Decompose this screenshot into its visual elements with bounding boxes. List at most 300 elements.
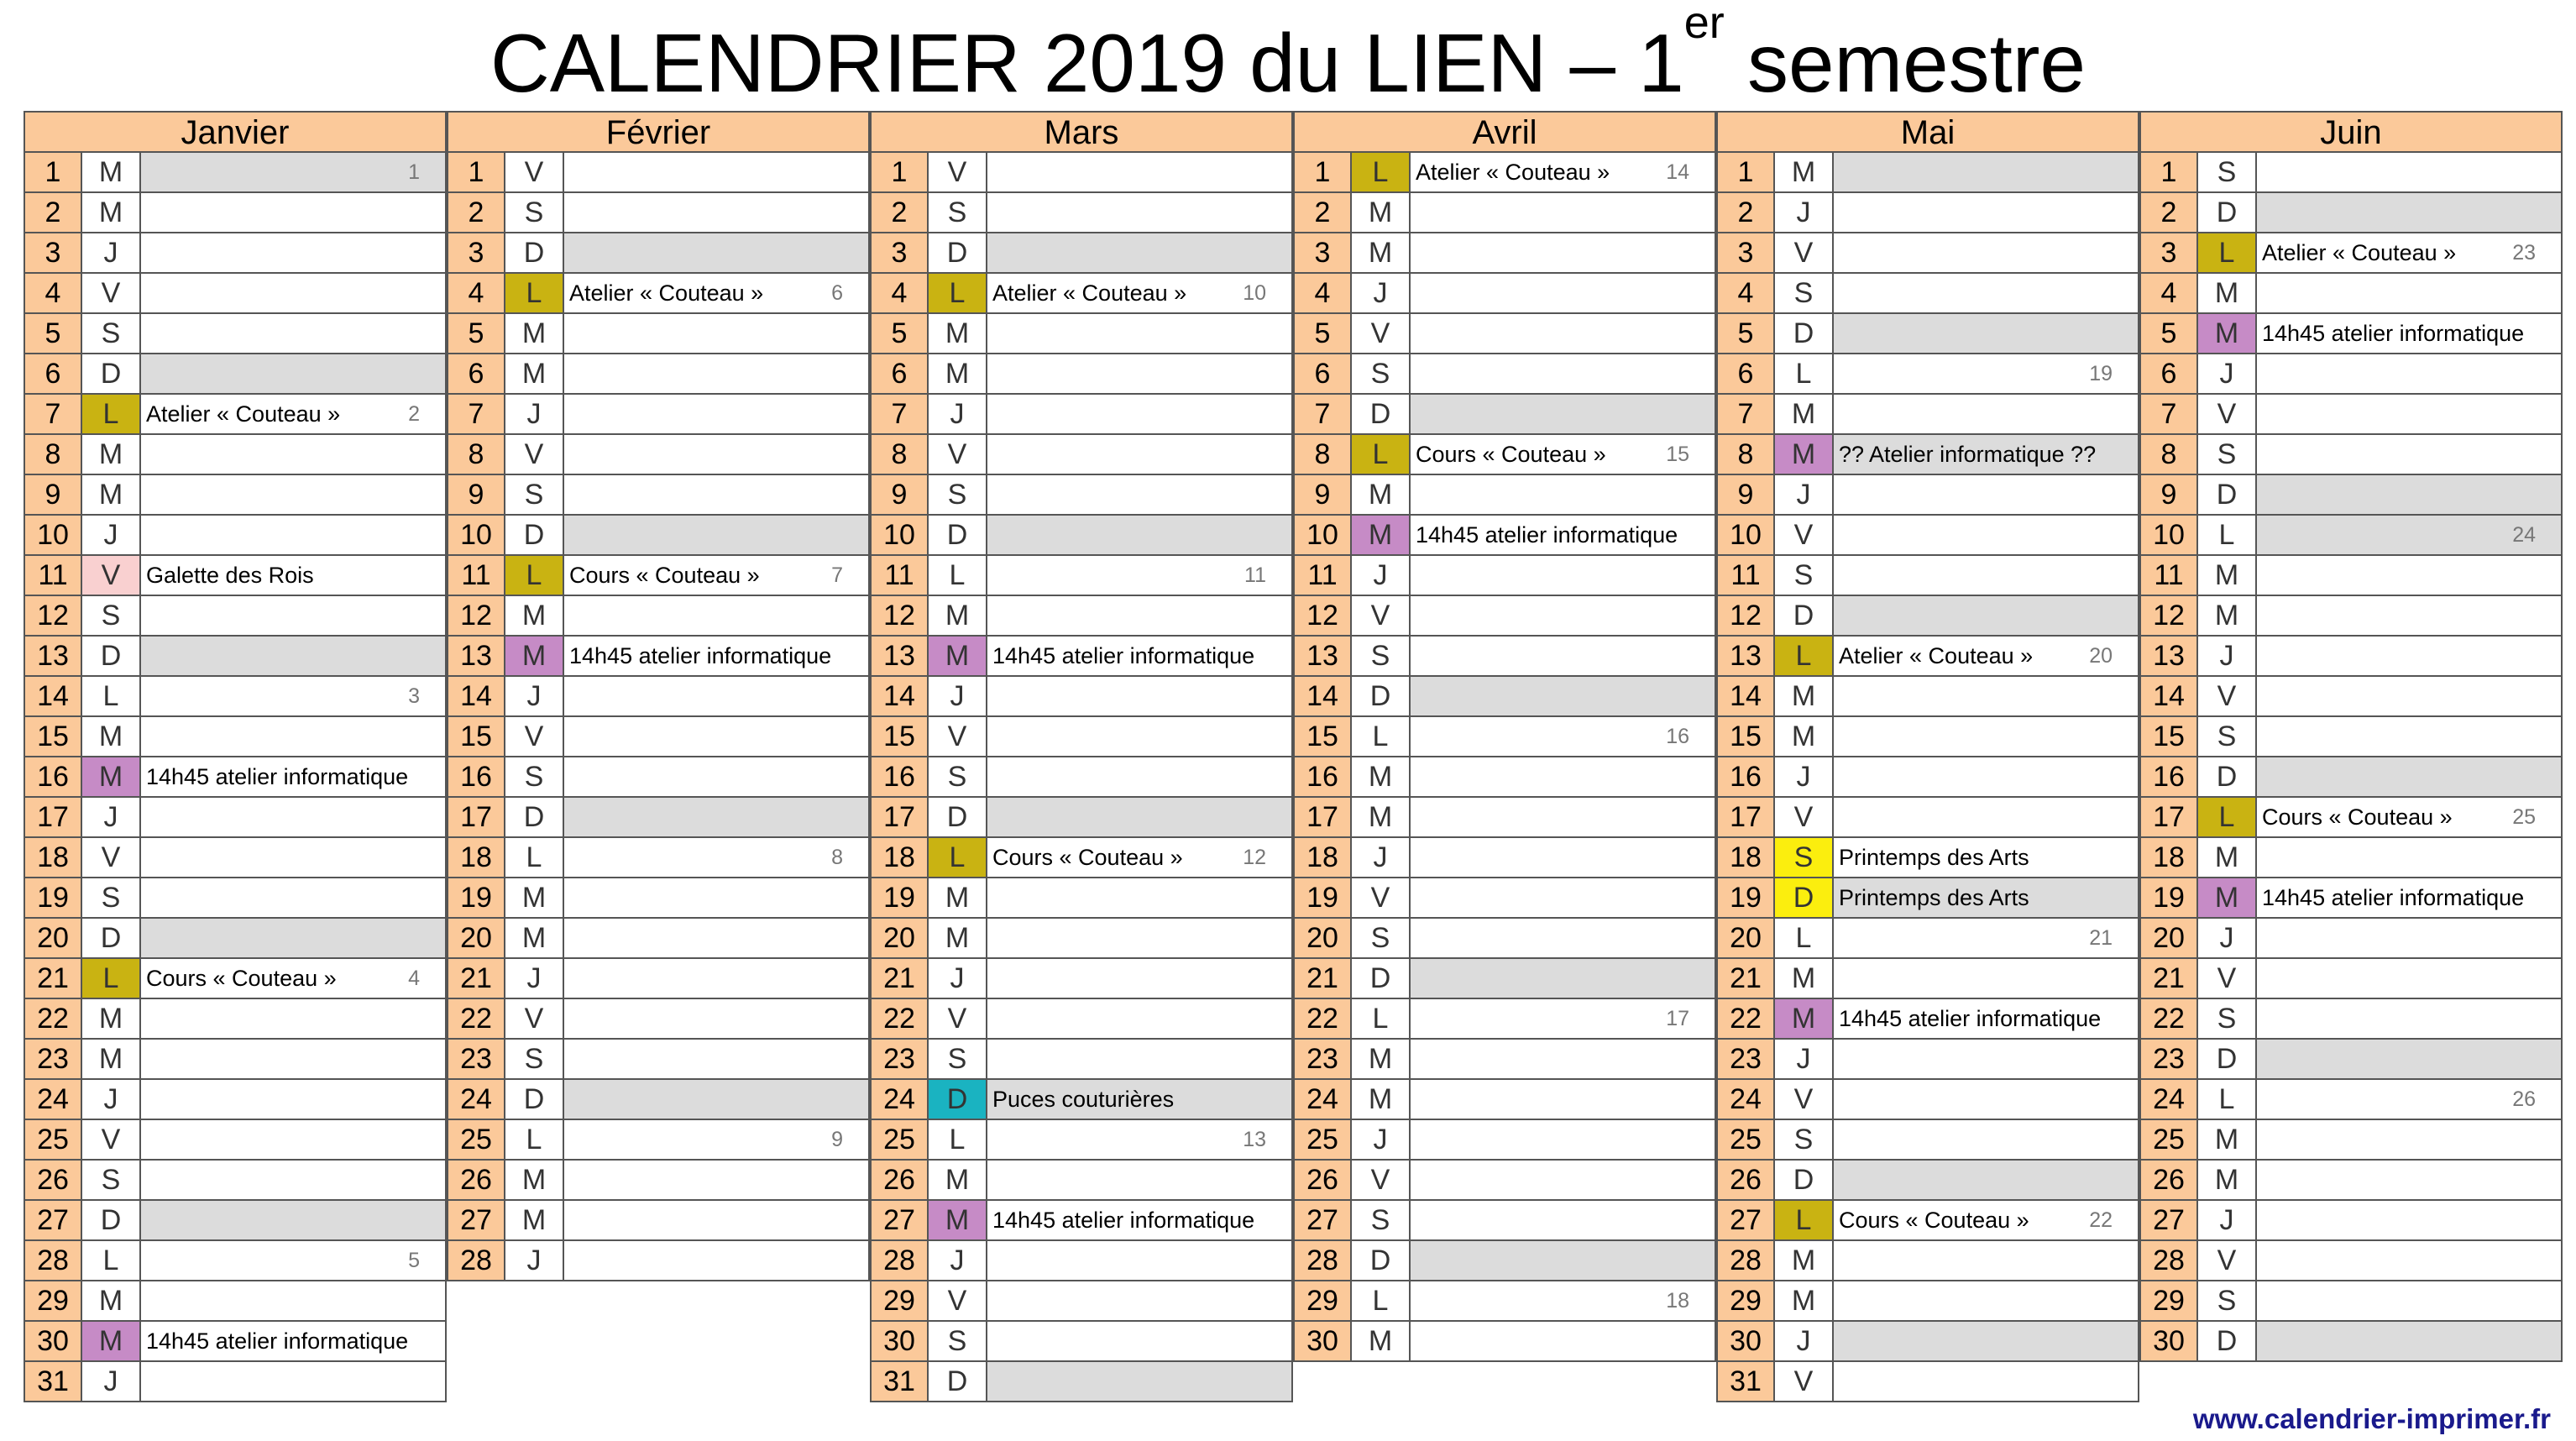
day-row[interactable]: [447, 959, 870, 999]
day-number: 8: [872, 435, 929, 474]
day-number: 27: [2141, 1201, 2198, 1239]
day-row[interactable]: [1293, 395, 1716, 435]
day-row[interactable]: [2139, 1161, 2563, 1201]
day-row[interactable]: [1716, 193, 2139, 233]
day-row[interactable]: [1293, 1040, 1716, 1080]
day-row[interactable]: [24, 1080, 447, 1120]
day-row[interactable]: [24, 274, 447, 314]
day-row[interactable]: [1293, 1161, 1716, 1201]
day-row[interactable]: [447, 878, 870, 919]
day-row[interactable]: [870, 838, 1293, 878]
day-number: 13: [872, 637, 929, 675]
weekday-letter: V: [1775, 233, 1834, 272]
day-row[interactable]: [447, 757, 870, 798]
weekday-letter: D: [82, 919, 141, 957]
week-number: 26: [2512, 1087, 2536, 1111]
weekday-letter: V: [1775, 1362, 1834, 1401]
day-row[interactable]: [447, 1241, 870, 1281]
day-row[interactable]: [870, 354, 1293, 395]
day-row[interactable]: [447, 677, 870, 717]
day-number: 29: [872, 1281, 929, 1320]
weekday-letter: V: [929, 153, 987, 191]
day-number: 13: [25, 637, 82, 675]
day-row[interactable]: [1716, 354, 2139, 395]
weekday-letter: L: [82, 1241, 141, 1280]
day-row[interactable]: [1716, 395, 2139, 435]
day-row[interactable]: [1716, 757, 2139, 798]
weekday-letter: S: [82, 878, 141, 917]
weekday-letter: L: [1352, 717, 1411, 756]
weekday-letter: M: [1352, 516, 1411, 554]
day-number: 29: [1718, 1281, 1775, 1320]
day-row[interactable]: [870, 1281, 1293, 1322]
weekday-letter: J: [82, 1080, 141, 1119]
day-row[interactable]: [2139, 717, 2563, 757]
day-row[interactable]: [2139, 475, 2563, 516]
day-row[interactable]: [1716, 1362, 2139, 1402]
day-row[interactable]: [1293, 798, 1716, 838]
month-header: Mars: [870, 111, 1293, 153]
day-row[interactable]: [870, 516, 1293, 556]
day-number: 7: [25, 395, 82, 433]
weekday-letter: L: [1775, 919, 1834, 957]
day-number: 31: [25, 1362, 82, 1401]
day-row[interactable]: [1293, 878, 1716, 919]
week-number: 20: [2089, 644, 2113, 668]
weekday-letter: J: [1775, 1322, 1834, 1360]
weekday-letter: M: [505, 596, 564, 635]
day-row[interactable]: [2139, 596, 2563, 637]
day-row[interactable]: [870, 878, 1293, 919]
day-row[interactable]: [1716, 959, 2139, 999]
day-number: 20: [448, 919, 505, 957]
day-row[interactable]: [870, 314, 1293, 354]
day-row[interactable]: [1716, 677, 2139, 717]
weekday-letter: D: [1775, 314, 1834, 353]
day-row[interactable]: [870, 1241, 1293, 1281]
day-row[interactable]: [870, 1080, 1293, 1120]
day-row[interactable]: [1716, 878, 2139, 919]
day-row[interactable]: [1716, 1281, 2139, 1322]
day-row[interactable]: [1716, 314, 2139, 354]
day-row[interactable]: [447, 919, 870, 959]
day-row[interactable]: [2139, 354, 2563, 395]
day-row[interactable]: [2139, 637, 2563, 677]
day-number: 25: [448, 1120, 505, 1159]
day-number: 3: [1718, 233, 1775, 272]
day-row[interactable]: [1293, 959, 1716, 999]
weekday-letter: J: [82, 1362, 141, 1401]
day-row[interactable]: [1716, 274, 2139, 314]
day-row[interactable]: [24, 1322, 447, 1362]
day-row[interactable]: [1293, 314, 1716, 354]
day-row[interactable]: [24, 1161, 447, 1201]
weekday-letter: M: [929, 637, 987, 675]
day-row[interactable]: [2139, 1201, 2563, 1241]
day-row[interactable]: [447, 1080, 870, 1120]
day-row[interactable]: [447, 314, 870, 354]
day-row[interactable]: [1716, 233, 2139, 274]
day-row[interactable]: [870, 677, 1293, 717]
day-number: 6: [448, 354, 505, 393]
weekday-letter: D: [929, 516, 987, 554]
calendar-grid: [24, 111, 2563, 1396]
day-row[interactable]: [24, 677, 447, 717]
day-number: 11: [1718, 556, 1775, 595]
weekday-letter: L: [1775, 637, 1834, 675]
day-row[interactable]: [1293, 637, 1716, 677]
day-row[interactable]: [24, 193, 447, 233]
day-row[interactable]: [24, 999, 447, 1040]
day-number: 28: [1295, 1241, 1352, 1280]
day-row[interactable]: [870, 798, 1293, 838]
day-row[interactable]: [870, 475, 1293, 516]
weekday-letter: M: [1352, 798, 1411, 836]
day-row[interactable]: [1716, 1322, 2139, 1362]
day-row[interactable]: [24, 919, 447, 959]
day-row[interactable]: [1716, 516, 2139, 556]
day-row[interactable]: [24, 1201, 447, 1241]
day-row[interactable]: [1716, 435, 2139, 475]
day-row[interactable]: [2139, 959, 2563, 999]
day-row[interactable]: [2139, 999, 2563, 1040]
day-row[interactable]: [1293, 919, 1716, 959]
day-row[interactable]: [1293, 233, 1716, 274]
weekday-letter: V: [1775, 516, 1834, 554]
day-row[interactable]: [870, 637, 1293, 677]
day-row[interactable]: [870, 919, 1293, 959]
day-row[interactable]: [1293, 1281, 1716, 1322]
day-row[interactable]: [2139, 878, 2563, 919]
week-number: 22: [2089, 1208, 2113, 1232]
day-row[interactable]: [447, 1040, 870, 1080]
day-row[interactable]: [447, 1201, 870, 1241]
weekday-letter: M: [1352, 193, 1411, 232]
day-row[interactable]: [447, 637, 870, 677]
day-number: 12: [1718, 596, 1775, 635]
day-number: 7: [2141, 395, 2198, 433]
day-row[interactable]: [870, 999, 1293, 1040]
day-number: 14: [2141, 677, 2198, 715]
title-superscript: er: [1683, 0, 1725, 48]
day-row[interactable]: [24, 1120, 447, 1161]
event-label: 14h45 atelier informatique: [1416, 522, 1678, 548]
day-row[interactable]: [1716, 717, 2139, 757]
day-row[interactable]: [2139, 516, 2563, 556]
weekday-letter: D: [1775, 596, 1834, 635]
day-row[interactable]: [447, 233, 870, 274]
day-row[interactable]: [870, 233, 1293, 274]
event-label: Cours « Couteau »: [2262, 804, 2453, 830]
day-row[interactable]: [24, 1281, 447, 1322]
day-row[interactable]: [2139, 435, 2563, 475]
day-row[interactable]: [2139, 395, 2563, 435]
day-row[interactable]: [2139, 1281, 2563, 1322]
month-header: Janvier: [24, 111, 447, 153]
weekday-letter: J: [505, 1241, 564, 1280]
day-row[interactable]: [870, 556, 1293, 596]
day-row[interactable]: [447, 395, 870, 435]
page-title: [0, 0, 2576, 118]
weekday-letter: D: [82, 354, 141, 393]
day-row[interactable]: [24, 798, 447, 838]
week-number: 21: [2089, 926, 2113, 950]
day-row[interactable]: [447, 596, 870, 637]
day-row[interactable]: [870, 1161, 1293, 1201]
day-row[interactable]: [1716, 1201, 2139, 1241]
weekday-letter: D: [505, 798, 564, 836]
weekday-letter: D: [2198, 193, 2257, 232]
weekday-letter: V: [505, 435, 564, 474]
day-row[interactable]: [1716, 1241, 2139, 1281]
day-number: 26: [1718, 1161, 1775, 1199]
day-number: 23: [1718, 1040, 1775, 1078]
day-row[interactable]: [870, 193, 1293, 233]
weekday-letter: D: [929, 798, 987, 836]
day-row[interactable]: [870, 395, 1293, 435]
day-row[interactable]: [1716, 1161, 2139, 1201]
week-number: 7: [831, 563, 843, 587]
weekday-letter: M: [929, 1161, 987, 1199]
weekday-letter: S: [1352, 637, 1411, 675]
day-row[interactable]: [870, 1322, 1293, 1362]
day-row[interactable]: [870, 717, 1293, 757]
day-row[interactable]: [447, 838, 870, 878]
day-row[interactable]: [1293, 1322, 1716, 1362]
weekday-letter: M: [1775, 1241, 1834, 1280]
weekday-letter: V: [505, 999, 564, 1038]
day-row[interactable]: [447, 516, 870, 556]
weekday-letter: L: [505, 274, 564, 312]
day-row[interactable]: [24, 153, 447, 193]
day-row[interactable]: [1293, 1080, 1716, 1120]
day-row[interactable]: [870, 596, 1293, 637]
month-column-avril: [1293, 111, 1716, 1396]
day-row[interactable]: [1293, 475, 1716, 516]
day-row[interactable]: [1716, 999, 2139, 1040]
day-number: 15: [2141, 717, 2198, 756]
day-row[interactable]: [24, 878, 447, 919]
day-row[interactable]: [24, 556, 447, 596]
day-number: 8: [448, 435, 505, 474]
day-row[interactable]: [447, 153, 870, 193]
day-row[interactable]: [447, 1120, 870, 1161]
day-row[interactable]: [2139, 838, 2563, 878]
week-number: 16: [1666, 725, 1689, 748]
day-number: 9: [872, 475, 929, 514]
event-label: 14h45 atelier informatique: [2262, 321, 2525, 346]
weekday-letter: M: [82, 999, 141, 1038]
day-number: 22: [448, 999, 505, 1038]
weekday-letter: M: [2198, 878, 2257, 917]
day-row[interactable]: [870, 757, 1293, 798]
day-row[interactable]: [2139, 233, 2563, 274]
event-label: Puces couturières: [992, 1087, 1175, 1112]
weekday-letter: L: [2198, 1080, 2257, 1119]
day-row[interactable]: [447, 274, 870, 314]
day-number: 24: [1718, 1080, 1775, 1119]
day-row[interactable]: [1716, 596, 2139, 637]
day-row[interactable]: [1716, 475, 2139, 516]
day-row[interactable]: [2139, 757, 2563, 798]
day-number: 12: [2141, 596, 2198, 635]
day-row[interactable]: [1716, 838, 2139, 878]
weekday-letter: M: [2198, 1120, 2257, 1159]
day-row[interactable]: [447, 354, 870, 395]
day-number: 2: [1295, 193, 1352, 232]
day-row[interactable]: [24, 959, 447, 999]
day-row[interactable]: [870, 1201, 1293, 1241]
weekday-letter: D: [82, 1201, 141, 1239]
day-number: 2: [1718, 193, 1775, 232]
day-number: 5: [1718, 314, 1775, 353]
day-number: 4: [1295, 274, 1352, 312]
day-row[interactable]: [1293, 677, 1716, 717]
day-row[interactable]: [2139, 1241, 2563, 1281]
weekday-letter: M: [505, 878, 564, 917]
weekday-letter: L: [929, 556, 987, 595]
day-row[interactable]: [24, 475, 447, 516]
day-row[interactable]: [2139, 1120, 2563, 1161]
day-row[interactable]: [24, 354, 447, 395]
day-row[interactable]: [1716, 637, 2139, 677]
day-row[interactable]: [2139, 556, 2563, 596]
day-row[interactable]: [24, 637, 447, 677]
day-row[interactable]: [447, 1161, 870, 1201]
day-row[interactable]: [1716, 1120, 2139, 1161]
day-number: 13: [1295, 637, 1352, 675]
day-row[interactable]: [2139, 153, 2563, 193]
weekday-letter: M: [2198, 596, 2257, 635]
day-row[interactable]: [24, 757, 447, 798]
day-row[interactable]: [24, 516, 447, 556]
day-row[interactable]: [24, 838, 447, 878]
weekday-letter: S: [2198, 435, 2257, 474]
day-row[interactable]: [1293, 717, 1716, 757]
day-row[interactable]: [1716, 919, 2139, 959]
day-row[interactable]: [24, 717, 447, 757]
day-row[interactable]: [870, 1362, 1293, 1402]
day-row[interactable]: [24, 395, 447, 435]
day-row[interactable]: [2139, 677, 2563, 717]
day-row[interactable]: [1293, 354, 1716, 395]
day-number: 6: [1718, 354, 1775, 393]
day-row[interactable]: [1293, 999, 1716, 1040]
day-number: 4: [25, 274, 82, 312]
day-row[interactable]: [1293, 1241, 1716, 1281]
day-row[interactable]: [1716, 1040, 2139, 1080]
day-number: 29: [25, 1281, 82, 1320]
day-row[interactable]: [447, 798, 870, 838]
day-number: 9: [1718, 475, 1775, 514]
weekday-letter: L: [929, 274, 987, 312]
day-row[interactable]: [870, 435, 1293, 475]
day-number: 8: [1295, 435, 1352, 474]
day-number: 16: [448, 757, 505, 796]
day-row[interactable]: [2139, 919, 2563, 959]
day-row[interactable]: [870, 1040, 1293, 1080]
week-number: 9: [831, 1128, 843, 1151]
day-row[interactable]: [2139, 798, 2563, 838]
day-number: 16: [25, 757, 82, 796]
day-number: 5: [1295, 314, 1352, 353]
weekday-letter: S: [505, 193, 564, 232]
day-row[interactable]: [1293, 153, 1716, 193]
day-row[interactable]: [1293, 556, 1716, 596]
day-number: 25: [25, 1120, 82, 1159]
day-number: 22: [1295, 999, 1352, 1038]
weekday-letter: S: [82, 314, 141, 353]
day-row[interactable]: [1293, 838, 1716, 878]
footer-link[interactable]: www.calendrier-imprimer.fr: [2192, 1403, 2551, 1434]
day-row[interactable]: [24, 1040, 447, 1080]
day-row[interactable]: [870, 1120, 1293, 1161]
day-row[interactable]: [1293, 1120, 1716, 1161]
day-row[interactable]: [447, 435, 870, 475]
day-row[interactable]: [1293, 435, 1716, 475]
day-row[interactable]: [447, 717, 870, 757]
day-row[interactable]: [447, 193, 870, 233]
day-row[interactable]: [2139, 274, 2563, 314]
day-row[interactable]: [1716, 556, 2139, 596]
day-row[interactable]: [2139, 1040, 2563, 1080]
day-row[interactable]: [2139, 314, 2563, 354]
day-number: 9: [448, 475, 505, 514]
weekday-letter: S: [1775, 1120, 1834, 1159]
event-label: Atelier « Couteau »: [1839, 643, 2034, 668]
day-row[interactable]: [870, 274, 1293, 314]
day-number: 25: [1718, 1120, 1775, 1159]
day-row[interactable]: [447, 475, 870, 516]
weekday-letter: J: [929, 677, 987, 715]
day-row[interactable]: [2139, 1080, 2563, 1120]
day-row[interactable]: [2139, 193, 2563, 233]
weekday-letter: J: [1775, 1040, 1834, 1078]
weekday-letter: S: [82, 1161, 141, 1199]
day-number: 30: [25, 1322, 82, 1360]
day-row[interactable]: [1293, 274, 1716, 314]
day-row[interactable]: [1716, 1080, 2139, 1120]
day-row[interactable]: [1293, 193, 1716, 233]
weekday-letter: M: [929, 354, 987, 393]
day-row[interactable]: [447, 556, 870, 596]
day-row[interactable]: [1716, 153, 2139, 193]
day-row[interactable]: [24, 1362, 447, 1402]
day-number: 23: [1295, 1040, 1352, 1078]
day-row[interactable]: [1293, 1201, 1716, 1241]
day-number: 28: [25, 1241, 82, 1280]
day-row[interactable]: [24, 596, 447, 637]
day-row[interactable]: [24, 314, 447, 354]
day-row[interactable]: [24, 233, 447, 274]
day-row[interactable]: [1293, 516, 1716, 556]
day-row[interactable]: [1293, 596, 1716, 637]
weekday-letter: J: [1775, 193, 1834, 232]
day-row[interactable]: [447, 999, 870, 1040]
day-row[interactable]: [1293, 757, 1716, 798]
day-row[interactable]: [24, 1241, 447, 1281]
day-number: 2: [872, 193, 929, 232]
event-label: 14h45 atelier informatique: [2262, 885, 2525, 910]
day-row[interactable]: [1716, 798, 2139, 838]
weekday-letter: M: [2198, 314, 2257, 353]
day-row[interactable]: [870, 153, 1293, 193]
day-row[interactable]: [24, 435, 447, 475]
day-number: 11: [1295, 556, 1352, 595]
weekday-letter: S: [929, 757, 987, 796]
day-row[interactable]: [2139, 1322, 2563, 1362]
day-row[interactable]: [870, 959, 1293, 999]
